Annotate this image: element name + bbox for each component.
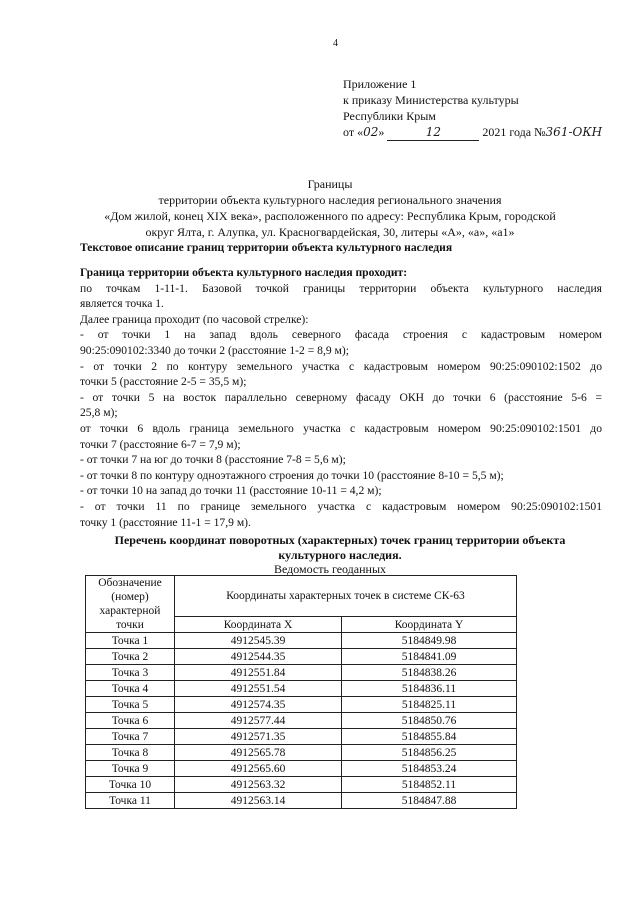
table-row: [86, 697, 517, 713]
boundary-line: 25,8 м);: [80, 406, 118, 420]
point-name: Точка 4: [86, 681, 175, 697]
table-row: [86, 761, 517, 777]
point-name: Точка 11: [86, 793, 175, 809]
coordinates-heading-line-2: культурного наследия.: [278, 548, 402, 562]
point-y: 5184850.76: [342, 713, 517, 729]
appendix-line-1: Приложение 1: [343, 77, 417, 91]
boundary-line: - от точки 2 по контуру земельного участка с кадастровым номером 90:25:090102:1502 до: [80, 359, 602, 373]
boundary-line: - от точки 1 на запад вдоль северного фасада строения с кадастровым номером: [80, 328, 602, 342]
header-coordinate-y: Координата Y: [342, 617, 517, 633]
point-y: 5184847.88: [342, 793, 517, 809]
table-row: [86, 681, 517, 697]
boundary-line: является точка 1.: [80, 297, 164, 311]
boundary-line: - от точки 5 на восток параллельно северному фасаду ОКН до точки 6 (расстояние 5-6 =: [80, 390, 602, 404]
appendix-line-2: к приказу Министерства культуры: [343, 93, 519, 107]
boundary-line: - от точки 8 по контуру одноэтажного строения до точки 10 (расстояние 8-10 = 5,5 м);: [80, 468, 504, 482]
table-row: [86, 633, 517, 649]
handwritten-order-number: 361-ОКН: [545, 125, 603, 139]
document-title: [60, 176, 600, 240]
point-x: 4912551.54: [175, 681, 342, 697]
boundary-line: - от точки 11 по границе земельного участка с кадастровым номером 90:25:090102:1501: [80, 499, 602, 513]
table-caption: Ведомость геоданных: [273, 562, 387, 576]
point-name: Точка 7: [86, 729, 175, 745]
header-coordinate-system: Координаты характерных точек в системе СК-63: [175, 576, 517, 617]
point-x: 4912563.14: [175, 793, 342, 809]
point-x: 4912545.39: [175, 633, 342, 649]
table-row: [86, 713, 517, 729]
table-row: [86, 777, 517, 793]
point-name: Точка 5: [86, 697, 175, 713]
appendix-line-3: Республики Крым: [343, 109, 436, 123]
boundary-heading: Граница территории объекта культурного наследия проходит:: [80, 266, 408, 279]
boundary-line: - от точки 7 на юг до точки 8 (расстояние 7-8 = 5,6 м);: [80, 453, 346, 467]
section-heading: Текстовое описание границ территории объекта культурного наследия: [80, 241, 453, 254]
title-line-4: округ Ялта, г. Алупка, ул. Красногвардейская, 30, литеры «А», «а», «а1»: [145, 225, 515, 239]
handwritten-day: 02: [363, 125, 379, 139]
table-row: [86, 745, 517, 761]
title-line-1: Границы: [307, 177, 353, 191]
table-row: [86, 649, 517, 665]
boundary-line: по точкам 1-11-1. Базовой точкой границы территории объекта культурного наследия: [80, 281, 602, 295]
point-name: Точка 9: [86, 761, 175, 777]
point-y: 5184855.84: [342, 729, 517, 745]
boundary-description: [80, 265, 602, 530]
point-name: Точка 3: [86, 665, 175, 681]
point-name: Точка 8: [86, 745, 175, 761]
point-x: 4912565.78: [175, 745, 342, 761]
point-y: 5184856.25: [342, 745, 517, 761]
header-point-designation: Обозначение (номер) характерной точки: [86, 576, 175, 633]
table-row: [86, 729, 517, 745]
point-x: 4912571.35: [175, 729, 342, 745]
date-prefix: от «: [343, 125, 364, 139]
handwritten-month: 12: [387, 124, 479, 141]
point-y: 5184825.11: [342, 697, 517, 713]
point-y: 5184849.98: [342, 633, 517, 649]
point-x: 4912544.35: [175, 649, 342, 665]
point-x: 4912577.44: [175, 713, 342, 729]
appendix-block: [343, 76, 602, 141]
date-mid: »: [378, 125, 385, 139]
boundary-line: Далее граница проходит (по часовой стрелке):: [80, 312, 309, 326]
point-x: 4912551.84: [175, 665, 342, 681]
point-y: 5184836.11: [342, 681, 517, 697]
point-x: 4912574.35: [175, 697, 342, 713]
point-y: 5184841.09: [342, 649, 517, 665]
coordinates-table: [85, 575, 517, 809]
page-number: 4: [333, 38, 338, 49]
point-name: Точка 10: [86, 777, 175, 793]
point-y: 5184852.11: [342, 777, 517, 793]
boundary-line: от точки 6 вдоль граница земельного участка с кадастровым номером 90:25:090102:1501 до: [80, 421, 602, 435]
point-name: Точка 1: [86, 633, 175, 649]
table-row: [86, 665, 517, 681]
point-x: 4912563.32: [175, 777, 342, 793]
point-name: Точка 2: [86, 649, 175, 665]
appendix-date-line: [343, 124, 602, 141]
boundary-line: точку 1 (расстояние 11-1 = 17,9 м).: [80, 515, 251, 529]
coordinates-heading-line-1: Перечень координат поворотных (характерных) точек границ территории объекта: [114, 533, 566, 547]
boundary-line: точки 5 (расстояние 2-5 = 35,5 м);: [80, 375, 247, 389]
point-y: 5184853.24: [342, 761, 517, 777]
coordinates-heading: [70, 533, 610, 563]
title-line-3: «Дом жилой, конец XIX века», расположенного по адресу: Республика Крым, городской: [104, 209, 556, 223]
title-line-2: территории объекта культурного наследия регионального значения: [158, 193, 502, 207]
header-coordinate-x: Координата X: [175, 617, 342, 633]
boundary-line: 90:25:090102:3340 до точки 2 (расстояние 1-2 = 8,9 м);: [80, 343, 349, 357]
date-year: 2021 года №: [482, 125, 546, 139]
point-name: Точка 6: [86, 713, 175, 729]
boundary-line: - от точки 10 на запад до точки 11 (расстояние 10-11 = 4,2 м);: [80, 484, 382, 498]
point-x: 4912565.60: [175, 761, 342, 777]
table-row: [86, 793, 517, 809]
point-y: 5184838.26: [342, 665, 517, 681]
boundary-line: точки 7 (расстояние 6-7 = 7,9 м);: [80, 437, 241, 451]
